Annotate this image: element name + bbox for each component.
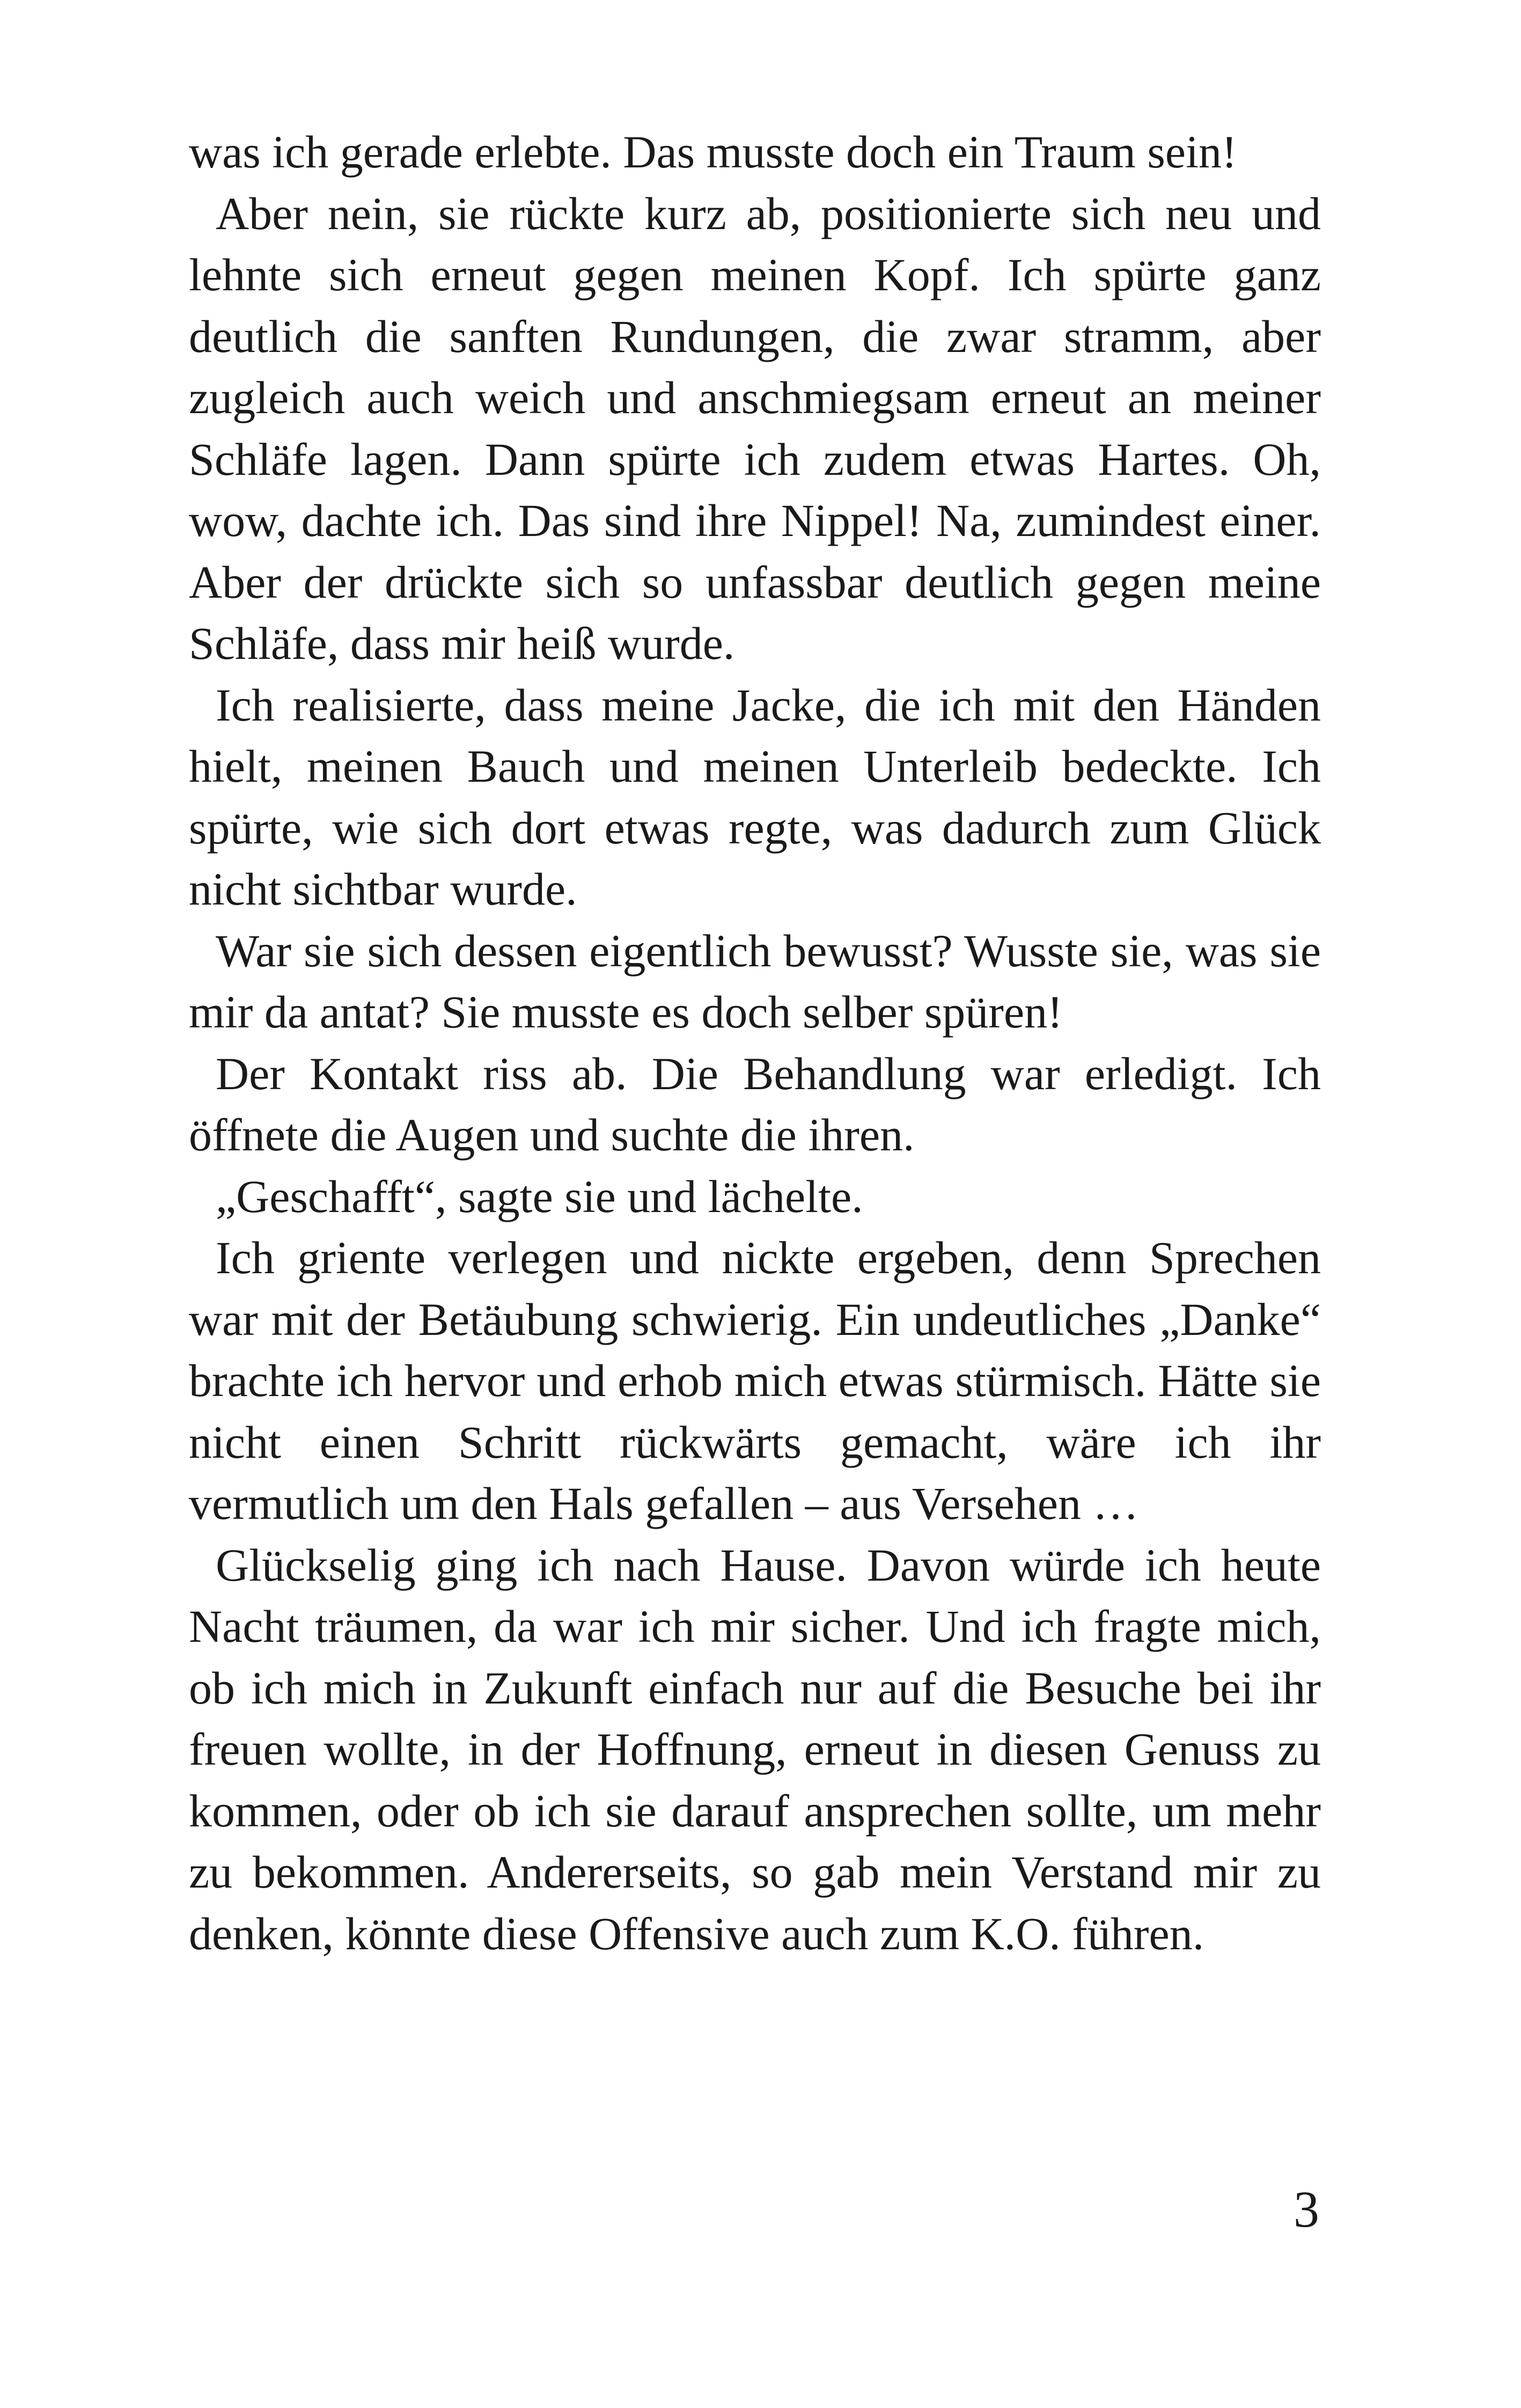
paragraph-7: Ich griente verlegen und nickte ergeben, denn Sprechen war mit der Betäubung schwierig. Ein undeutliches „Danke“ brachte ich hervor und erhob mich etwas stürmisch. Hätte sie nicht einen Schritt rückwärts gemacht, wäre ich ihr vermutlich um den Hals gefallen – aus Versehen …: [189, 1232, 1321, 1529]
paragraph-2: Aber nein, sie rückte kurz ab, positionierte sich neu und lehnte sich erneut gegen meinen Kopf. Ich spürte ganz deutlich die sanften Rundungen, die zwar stramm, aber zugleich auch weich und anschmiegsam erneut an meiner Schläfe lagen. Dann spürte ich zudem etwas Hartes. Oh, wow, dachte ich. Das sind ihre Nippel! Na, zumindest einer. Aber der drückte sich so unfassbar deutlich gegen meine Schläfe, dass mir heiß wurde.: [189, 187, 1321, 669]
paragraph-1: was ich gerade erlebte. Das musste doch ein Traum sein!: [189, 126, 1237, 178]
paragraph-8: Glückselig ging ich nach Hause. Davon würde ich heute Nacht träumen, da war ich mir sicher. Und ich fragte mich, ob ich mich in Zukunft einfach nur auf die Besuche bei ihr freuen wollte, in der Hoffnung, erneut in diesen Genuss zu kommen, oder ob ich sie darauf ansprechen sollte, um mehr zu bekommen. Andererseits, so gab mein Verstand mir zu denken, könnte diese Offensive auch zum K.O. führen.: [189, 1539, 1321, 1959]
paragraph-3: Ich realisierte, dass meine Jacke, die ich mit den Händen hielt, meinen Bauch und meinen Unterleib bedeckte. Ich spürte, wie sich dort etwas regte, was dadurch zum Glück nicht sichtbar wurde.: [189, 679, 1321, 915]
page-number: 3: [1294, 2181, 1319, 2238]
paragraph-6: „Geschafft“, sagte sie und lächelte.: [216, 1170, 863, 1222]
body-text: [189, 121, 1321, 1964]
paragraph-5: Der Kontakt riss ab. Die Behandlung war erledigt. Ich öffnete die Augen und suchte die ihren.: [189, 1047, 1321, 1161]
paragraph-4: War sie sich dessen eigentlich bewusst? Wusste sie, was sie mir da antat? Sie musste es doch selber spüren!: [189, 924, 1321, 1038]
